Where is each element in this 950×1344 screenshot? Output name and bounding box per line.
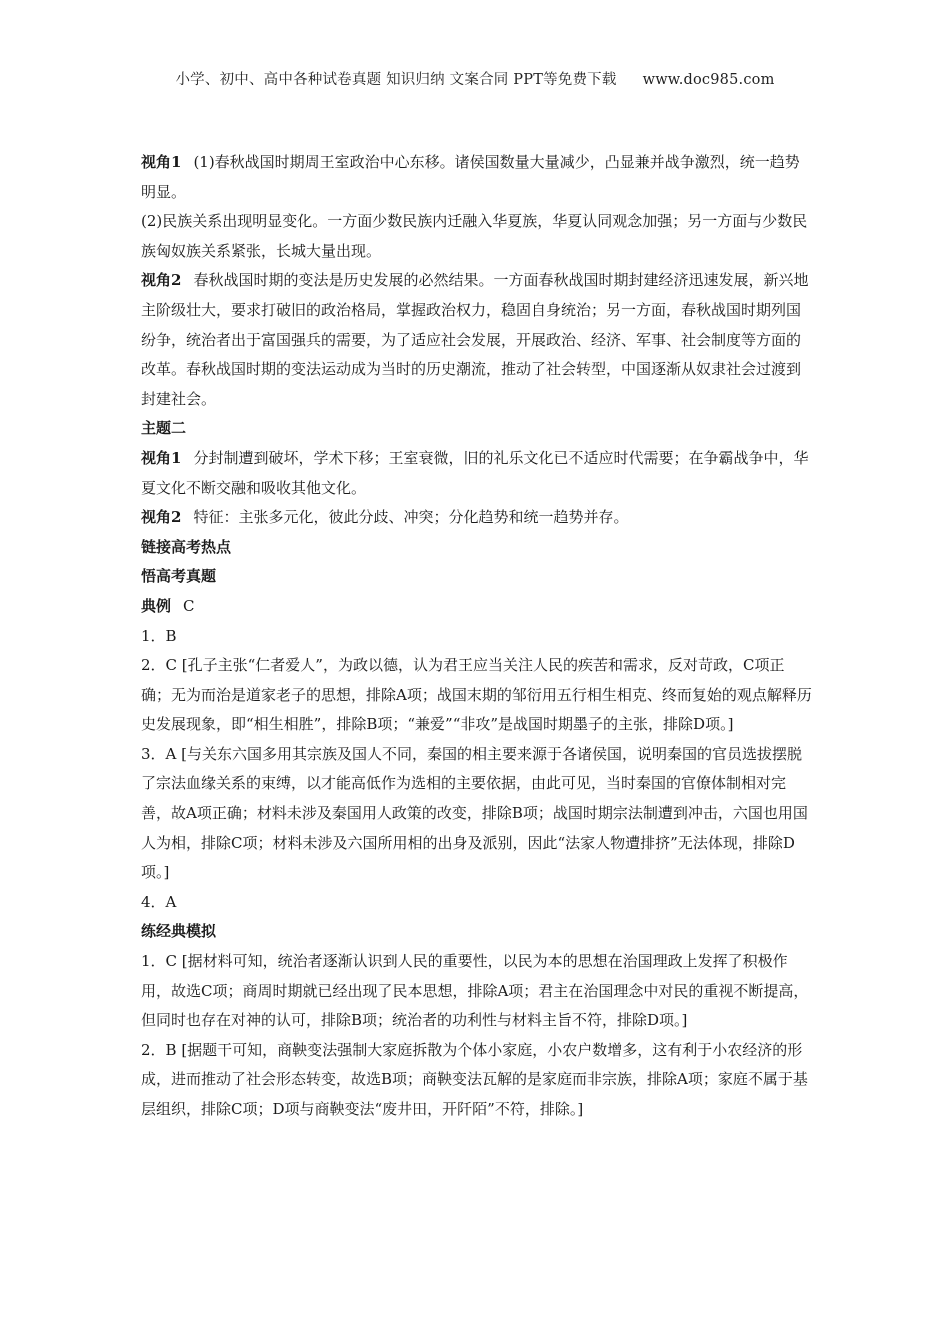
section-heading xyxy=(141,562,813,592)
answer-text: 2．C [孔子主张“仁者爱人”，为政以德，认为君王应当关注人民的疾苦和需求，反对苛政，C项正确；无为而治是道家老子的思想，排除A项；战国末期的邹衍用五行相生相克、终而复始的观点解释历史发展现象，即“相生相胜”，排除B项；“兼爱”“非攻”是战国时期墨子的主张，排除D项。] xyxy=(141,656,812,734)
answer-item xyxy=(141,1036,813,1125)
paragraph-label: 视角1 xyxy=(141,153,182,171)
header-site-url[interactable]: www.doc985.com xyxy=(642,72,775,88)
paragraph xyxy=(141,266,813,414)
page-header xyxy=(0,68,950,89)
paragraph xyxy=(141,148,813,207)
paragraph-text: (1)春秋战国时期周王室政治中心东移。诸侯国数量大量减少，凸显兼并战争激烈，统一趋势明显。 xyxy=(141,153,800,201)
paragraph xyxy=(141,592,813,622)
section-heading xyxy=(141,917,813,947)
paragraph xyxy=(141,444,813,503)
answer-item xyxy=(141,622,813,652)
paragraph-text: 特征：主张多元化，彼此分歧、冲突；分化趋势和统一趋势并存。 xyxy=(193,508,629,527)
header-text: 小学、初中、高中各种试卷真题 知识归纳 文案合同 PPT等免费下载 xyxy=(175,72,617,88)
paragraph-label: 视角1 xyxy=(141,448,182,467)
answer-text: 1．C [据材料可知，统治者逐渐认识到人民的重要性，以民为本的思想在治国理政上发挥了积极作用，故选C项；商周时期就已经出现了民本思想，排除A项；君主在治国理念中对民的重视不断提高，但同时也存在对神的认可，排除B项；统治者的功利性与材料主旨不符，排除D项。] xyxy=(141,952,809,1030)
answer-text: 4．A xyxy=(141,892,177,911)
paragraph-label: 视角2 xyxy=(141,271,182,290)
paragraph-text: C xyxy=(183,596,195,615)
section-heading-text: 练经典模拟 xyxy=(141,922,217,941)
answer-text: 2．B [据题干可知，商鞅变法强制大家庭拆散为个体小家庭，小农户数增多，这有利于小农经济的形成，进而推动了社会形态转变，故选B项；商鞅变法瓦解的是家庭而非宗族，排除A项；家庭不属于基层组织，排除C项；D项与商鞅变法“废井田，开阡陌”不符，排除。] xyxy=(141,1040,808,1118)
answer-text: 1．B xyxy=(141,626,177,645)
paragraph-label: 典例 xyxy=(141,596,172,615)
answer-content xyxy=(141,148,813,1125)
answer-item xyxy=(141,888,813,918)
paragraph-label: 视角2 xyxy=(141,508,182,527)
section-heading-text: 主题二 xyxy=(141,419,187,438)
answer-item xyxy=(141,740,813,888)
answer-item xyxy=(141,947,813,1036)
answer-item xyxy=(141,651,813,740)
paragraph-text: 春秋战国时期的变法是历史发展的必然结果。一方面春秋战国时期封建经济迅速发展，新兴地主阶级壮大，要求打破旧的政治格局，掌握政治权力，稳固自身统治；另一方面，春秋战国时期列国纷争，统治者出于富国强兵的需要，为了适应社会发展，开展政治、经济、军事、社会制度等方面的改革。春秋战国时期的变法运动成为当时的历史潮流，推动了社会转型，中国逐渐从奴隶社会过渡到封建社会。 xyxy=(141,271,809,408)
paragraph-text: (2)民族关系出现明显变化。一方面少数民族内迁融入华夏族，华夏认同观念加强；另一方面与少数民族匈奴族关系紧张，长城大量出现。 xyxy=(141,212,808,260)
section-heading xyxy=(141,533,813,563)
section-heading-text: 链接高考热点 xyxy=(141,537,232,556)
paragraph-text: 分封制遭到破坏，学术下移；王室衰微，旧的礼乐文化已不适应时代需要；在争霸战争中，华夏文化不断交融和吸收其他文化。 xyxy=(141,448,809,497)
paragraph xyxy=(141,207,813,266)
paragraph xyxy=(141,503,813,533)
answer-text: 3．A [与关东六国多用其宗族及国人不同，秦国的相主要来源于各诸侯国，说明秦国的官员选拔摆脱了宗法血缘关系的束缚，以才能高低作为选相的主要依据，由此可见，当时秦国的官僚体制相对完善，故A项正确；材料未涉及秦国用人政策的改变，排除B项；战国时期宗法制遭到冲击，六国也用国人为相，排除C项；材料未涉及六国所用相的出身及派别，因此“法家人物遭排挤”无法体现，排除D项。] xyxy=(141,744,808,882)
section-heading xyxy=(141,414,813,444)
section-heading-text: 悟高考真题 xyxy=(141,567,217,586)
